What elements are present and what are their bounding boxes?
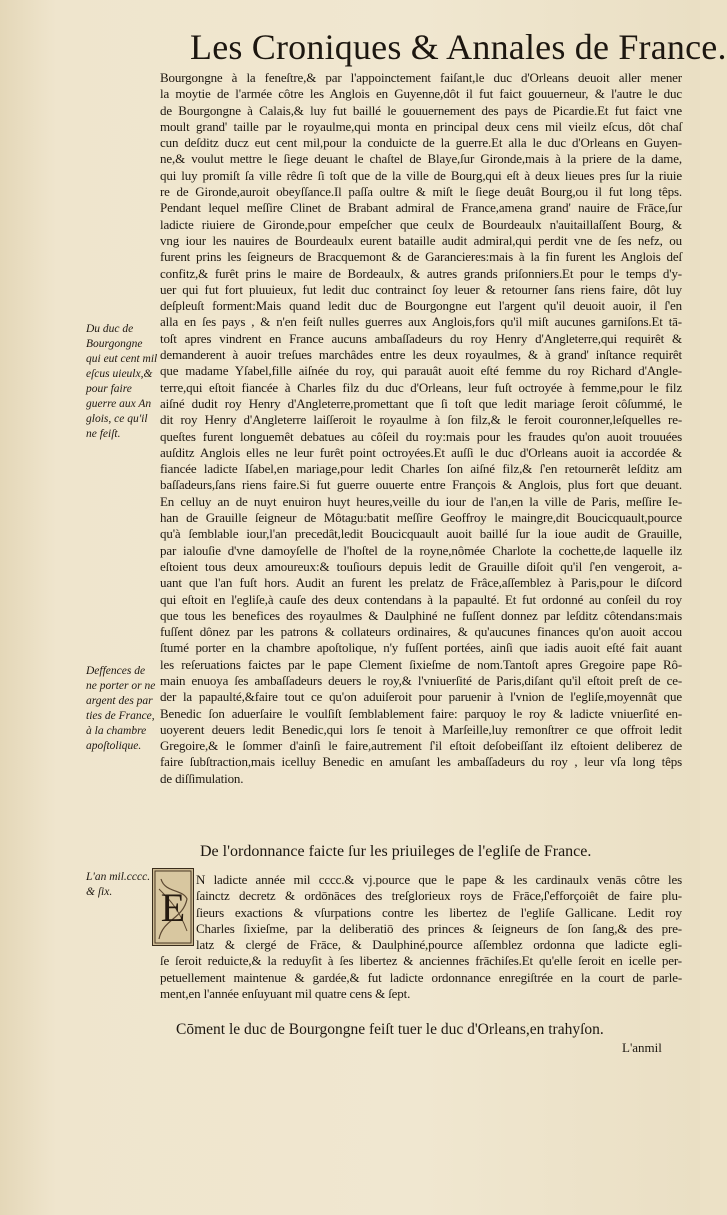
margin-note-deffences (86, 664, 156, 754)
text-line: moult grand' taille par le royaulme,qui monta en principal deux cens mil vieilz eſcus, dôt chaſ (160, 118, 682, 134)
text-line: Charles ſixieſme, par la deliberatiō des princes & ſeigneurs de ſon ſang,& des pre- (196, 920, 682, 936)
text-line: uer qui fut fort pluuieux, fut ledit duc contrainct ſoy leuer & retourner ſans riens faire, dôt luy (160, 281, 682, 297)
margin-note-line: ties de France, (86, 710, 155, 722)
text-line: faire ſubſtraction,mais icelluy Benedic en amuſant les ambaſſadeurs du roy , leur vſa long têps (160, 754, 682, 770)
text-line: N ladicte année mil cccc.& vj.pource que le pape & les cardinaulx venās côtre les (196, 872, 682, 887)
text-line: qui eſtoit en l'egliſe,à cauſe des deux contendans à la papaulté. Et fut ordonné au conſeil du roy (160, 591, 682, 607)
text-line: main enuoya ſes ambaſſadeurs deuers le roy,& l'vniuerſité de Paris,diſant qu'il eſtoit preſt de ce- (160, 672, 682, 688)
text-line: de Bourgongne à Calais,& luy fut baillé le gouuernement des pays de Picardie.Et fut faict vne (160, 102, 682, 118)
text-line: Bourgongne à la feneſtre,& par l'appoinctement faiſant,le duc d'Orleans deuoit aller mener (160, 70, 682, 85)
text-line: cun deſditz ducz eut cent mil,pour la conduicte de la guerre.Et alla le duc d'Orleans en Guyen- (160, 135, 682, 151)
page-title: Les Croniques & Annales de France. (190, 27, 727, 67)
text-line: re de Gironde,auroit obeyſſance.Il paſſa oultre & miſt le ſiege deuât Bourg,ou il fut long têps. (160, 184, 682, 200)
text-line: dit roy Henry d'Angleterre laiſſeroit le royaulme à ſon filz,& le feroit couronner,leſquelles re- (160, 412, 682, 428)
dropcap-letter: E (160, 885, 186, 930)
text-line: ſtumé porter en la chambre apoſtolique, n'y fuſſent portées, ainſi que iadis auoit eſté fait auant (160, 640, 682, 656)
margin-note-line: guerre aux An (86, 398, 152, 410)
text-line: eſtoient tous deux amoureux:& touſiours depuis ledit de Grauille diſoit qu'il ſ'en vengeroit, a- (160, 558, 682, 574)
text-line: terre,qui eſtoit fiancée à Charles filz du duc d'Orleans, leur fuſt octroyée à femme,pour le filz (160, 379, 682, 395)
text-line: fuſſent dônez par les patrons & collateurs ordinaires, & qu'aucunes finances qu'on auoit accou (160, 624, 682, 640)
margin-note-line: apoſtolique. (86, 740, 142, 752)
section-text-block (160, 872, 682, 1002)
text-line: de diſſimulation. (160, 770, 244, 786)
text-line: qu'à ſemblable iour,l'an precedât,ledit Boucicquault auoit baillé ſur la ioue audit de Grauille, (160, 526, 682, 542)
text-line: que madame Yſabel,fille aiſnée du roy, qui parauât auoit eſté femme du roy Richard d'Angle- (160, 363, 682, 379)
next-chapter-heading: Cōment le duc de Bourgongne feiſt tuer le duc d'Orleans,en trahyſon. (176, 1021, 604, 1038)
decorated-initial (152, 868, 194, 946)
text-line: der la papaulté,&faire tout ce qu'on aduiſeroit pour paruenir à l'vnion de l'egliſe,moyennât que (160, 689, 682, 705)
text-line: deſpleuſt forment:Mais quand ledit duc de Bourgongne eut l'argent qu'il deuoit auoir, il ſ'en (160, 298, 682, 314)
text-line: En celluy an de nuyt enuiron huyt heures,veille du iour de l'an,en la ville de Paris, meſſire Ie- (160, 493, 682, 509)
text-line: ladicte riuiere de Gironde,pour empeſcher que ceulx de Bourdeaulx n'auitaillaſſent Bourg, & (160, 216, 682, 232)
text-line: les reſeruations faictes par le pape Clement ſixieſme de nom.Tantoſt apres Gregoire pape Rô- (160, 656, 682, 672)
text-line: Gregoire,& le ſommer d'ainſi le faire,autrement ſ'il eſtoit deſobeiſſant ilz eſtoient deliberez de (160, 738, 682, 754)
margin-note-line: Du duc de (86, 323, 134, 335)
margin-note-line: & ſix. (86, 886, 113, 898)
text-line: furent prins les ſeigneurs de Bracquemont & de Garancieres:mais à la fin furent les Anglois deſ (160, 249, 682, 265)
text-line: ſainctz decretz & ordōnāces des treſglorieux roys de Frāce,ſ'efforçoiêt de faire plu- (196, 888, 682, 904)
text-line: ſe ſeroit reduicte,& la reduyſit à ſes libertez & anciennes frāchiſes.Et qu'elle ſeroit en icelle per- (160, 953, 682, 969)
text-line: confitz,& furêt prins le maire de Bordeaulx, & autres grands priſonniers.Et pour le temps d'y- (160, 265, 682, 281)
text-line: latz & clergé de Frāce, & Daulphiné,pource aſſemblez ordonna que ladicte egli- (196, 937, 682, 953)
text-line: qui luy promiſt ſa ville rêdre ſi toſt que de la ville de Bourg,qui eſt à deux lieues pres ſur la riuie (160, 167, 682, 183)
text-line: baſſadeurs,ſans riens faire.Si fut guerre ouuerte entre François & Anglois, plus fort que deuant. (160, 477, 682, 493)
main-text-block (160, 70, 682, 787)
text-line: uoyerent deuers ledit Benedic,qui lors ſe tenoit à Marſeille,luy remonſtrer ce que offroit ledit (160, 721, 682, 737)
text-line: aiſné dudit roy Henry d'Angleterre,promettant que ſi toſt que ledit mariage ſeroit côſummé, le (160, 395, 682, 411)
margin-note-line: qui eut cent mil (86, 353, 158, 365)
text-line: par ialouſie d'vne damoyſelle de l'hoſtel de la royne,nômée Charlote la cochette,de laquelle ilz (160, 542, 682, 558)
text-line: ment,en l'année enſuyuant mil quatre cens & ſept. (160, 986, 411, 1002)
text-line: Pendant lequel meſſire Clinet de Brabant admiral de France,amena grand' nauire de Frāce,ſur (160, 200, 682, 216)
text-line: auſditz Anglois elles ne leur furêt point octroyées.Et auſſi le duc d'Orleans auoit ia accordée & (160, 444, 682, 460)
text-line: petuellement maintenue & gardée,& fut ladicte ordonnance enregiſtrée en la court de parle- (160, 969, 682, 985)
text-line: ne,& voulut mettre le ſiege deuant le chaſtel de Blaye,ſur Gironde,mais à la priere de la dame, (160, 151, 682, 167)
text-line: alla en ſes pays , & n'en feiſt nulles guerres aux Anglois,fors qu'il miſt aucunes garniſons.Et tā- (160, 314, 682, 330)
text-line: vng iour les nauires de Bourdeaulx eurent bataille audit admiral,qui perdit vne de ſes nefz, ou (160, 232, 682, 248)
text-line: demanderent à auoir treſues marchâdes entre les deux royaulmes, & à grand' inſtance requirêt (160, 347, 682, 363)
margin-note-line: argent des par (86, 695, 153, 707)
text-line: ſieurs exactions & vſurpations contre les libertez de l'egliſe Gallicane. Ledit roy (196, 904, 682, 920)
text-line: queſtes furent longuemêt debatues au côſeil du roy:mais pour les fraudes qu'on auoit trouuées (160, 428, 682, 444)
text-line: toſt apres vindrent en France aucuns ambaſſadeurs du roy Henry d'Angleterre,qui requirêt & (160, 330, 682, 346)
margin-note-line: ne porter or ne (86, 680, 156, 692)
text-line: la moytie de l'armée côtre les Anglois en Guyenne,dôt il fut faict gouuerneur, & l'autre le duc (160, 86, 682, 102)
margin-note-line: ne feiſt. (86, 428, 121, 440)
margin-note-line: eſcus uieulx,& (86, 368, 153, 380)
text-line: uant que l'an fuſt hors. Audit an furent les prelatz de Frâce,aſſemblez à Paris,pour le diſcord (160, 575, 682, 591)
text-line: han de Grauille ſeigneur de Môtagu:batit meſſire Geoffroy le maingre,dit Boucicquault,pource (160, 510, 682, 526)
text-line: que tous les benefices des royaulmes & Daulphiné ne fuſſent donnez par leſditz côtendans:mais (160, 607, 682, 623)
catchword: L'anmil (622, 1040, 662, 1055)
margin-note-line: L'an mil.cccc. (86, 871, 151, 883)
margin-note-line: Deffences de (86, 665, 146, 677)
margin-note-line: à la chambre (86, 725, 147, 737)
margin-note-year (86, 870, 156, 900)
margin-note-line: pour faire (86, 383, 132, 395)
margin-note-line: glois, ce qu'il (86, 413, 148, 425)
text-line: Benedic ſon aduerſaire le voulſiſt ſemblablement faire: parquoy le roy & ladicte vniuerſité en- (160, 705, 682, 721)
text-line: fiancée ladicte Iſabel,en mariage,pour ledit Charles ſon aiſné filz,& ſ'en retournerêt leſditz am (160, 461, 682, 477)
section-heading: De l'ordonnance faicte ſur les priuileges de l'egliſe de France. (200, 843, 592, 860)
margin-note-burgundy (86, 322, 156, 442)
margin-note-line: Bourgongne (86, 338, 143, 350)
